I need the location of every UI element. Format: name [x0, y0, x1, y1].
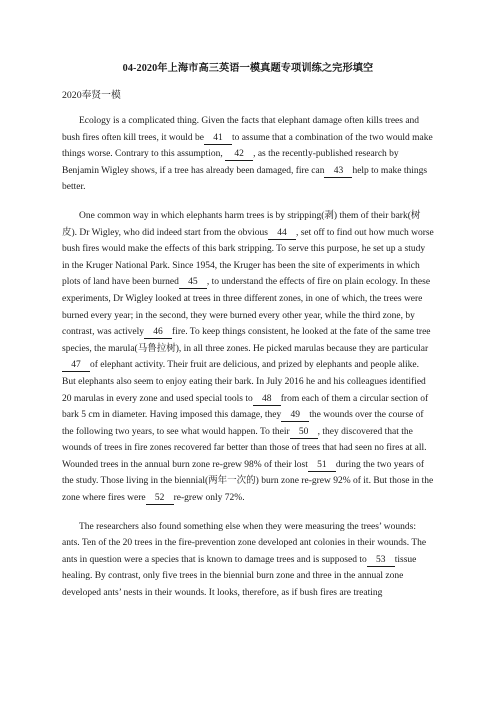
- answer-blank: 44: [268, 228, 296, 240]
- answer-blank: 51: [308, 460, 336, 472]
- answer-blank: 43: [324, 166, 352, 178]
- passage-text: , to understand the effects of fire on plain ecology. In these experiments, Dr Wigley looked at trees in three different zones, in one of which, the trees were burned every year; in the second, they were burned every other year, while the third zone, by contrast, was actively: [62, 277, 431, 338]
- passage-text: re-grew only 72%.: [173, 493, 245, 504]
- passage-text: of elephant activity. Their fruit are delicious, and prized by elephants and people alike. But elephants also seem to enjoy eating their bark. In July 2016 he and his colleagues identified 20 marulas in every zone and used special tools to: [62, 360, 426, 404]
- passage-paragraph: [62, 113, 434, 196]
- answer-blank: 48: [253, 394, 281, 406]
- page-title: 04-2020年上海市高三英语一模真题专项训练之完形填空: [122, 63, 374, 74]
- answer-blank: 52: [146, 493, 174, 505]
- passage-paragraph: [62, 519, 434, 602]
- passage-text: from each of them a circular section of bark 5 cm in diameter. Having imposed this damage, they: [62, 393, 429, 421]
- answer-blank: 50: [290, 427, 318, 439]
- passage-text: , they discovered that the wounds of trees in fire zones recovered far better than those of trees that had seen no fires at all. Wounded trees in the annual burn zone re-grew 98% of their lost: [62, 426, 427, 470]
- passage-text: , as the recently-published research by Benjamin Wigley shows, if a tree has already been damaged, fire can: [62, 149, 399, 176]
- passage-text: Ecology is a complicated thing. Given the facts that elephant damage often kills trees and bush fires often kill trees, it would be: [62, 116, 420, 143]
- passage-body: [62, 113, 434, 602]
- passage-text: , set off to find out how much worse bush fires would make the effects of this bark stripping. To serve this purpose, he set up a study in the Kruger National Park. Since 1954, the Kruger has been the site of experiments in which plots of land have been burned: [62, 227, 434, 288]
- passage-paragraph: [62, 208, 434, 507]
- answer-blank: 45: [179, 277, 207, 289]
- answer-blank: 47: [62, 360, 90, 372]
- passage-text: to assume that a combination of the two would make things worse. Contrary to this assumption,: [62, 132, 433, 160]
- answer-blank: 41: [204, 133, 232, 145]
- passage-text: The researchers also found something else when they were measuring the trees’ wounds: ants. Ten of the 20 trees in the fire-prevention zone developed ant colonies in their wounds. The ants in question were a species that is known to damage trees and is supposed to: [62, 521, 427, 565]
- passage-text: tissue healing. By contrast, only five trees in the biennial burn zone and three in the annual zone developed ants’ nests in their wounds. It looks, therefore, as if bush fires are treating: [62, 554, 417, 599]
- passage-text: during the two years of the study. Those living in the biennial(两年一次的) burn zone re-grew 92% of it. But those in the zone where fires were: [62, 459, 434, 504]
- document-page: [62, 26, 434, 614]
- answer-blank: 49: [281, 410, 309, 422]
- answer-blank: 42: [225, 149, 253, 161]
- passage-text: the wounds over the course of the following two years, to see what would happen. To their: [62, 410, 424, 437]
- exam-source-label: 2020奉贤一模: [62, 90, 121, 101]
- passage-text: help to make things better.: [62, 165, 428, 193]
- answer-blank: 53: [367, 555, 395, 567]
- answer-blank: 46: [144, 327, 172, 339]
- passage-text: One common way in which elephants harm trees is by stripping(剥) them of their bark(树皮). Dr Wigley, who did indeed start from the obvious: [62, 210, 421, 238]
- passage-text: fire. To keep things consistent, he looked at the fate of the same tree species, the marula(马鲁拉树), in all three zones. He picked marulas because they are particular: [62, 327, 431, 354]
